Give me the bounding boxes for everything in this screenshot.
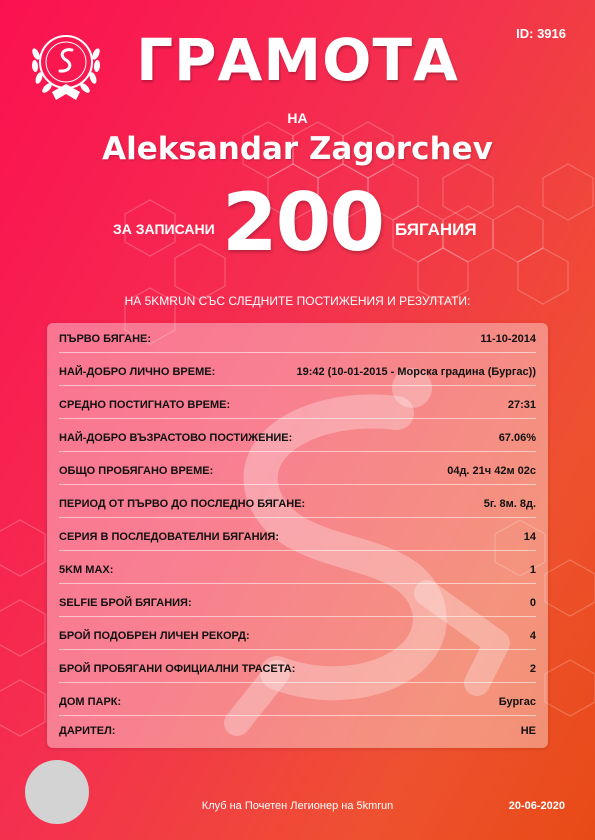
stat-value: 4 <box>529 629 536 642</box>
stat-label: СРЕДНО ПОСТИГНАТО ВРЕМЕ: <box>59 398 231 411</box>
stat-value: Бургас <box>498 695 536 708</box>
avatar <box>25 760 89 824</box>
recipient-name: Aleksandar Zagorchev <box>102 131 493 167</box>
stat-label: SELFIE БРОЙ БЯГАНИЯ: <box>59 596 192 609</box>
stat-row-pb-count <box>59 622 536 650</box>
preposition-label: НА <box>287 110 308 126</box>
stat-label: 5KM MAX: <box>59 563 114 576</box>
stat-row-average-time <box>59 391 536 419</box>
achievements-subtitle: НА 5KMRUN СЪС СЛЕДНИТЕ ПОСТИЖЕНИЯ И РЕЗУЛТАТИ: <box>124 294 471 308</box>
records-prefix: ЗА ЗАПИСАНИ <box>113 221 215 237</box>
stat-value: 5г. 8м. 8д. <box>483 497 536 510</box>
stat-row-donor <box>59 717 536 744</box>
stat-value: 11-10-2014 <box>480 332 536 345</box>
stat-value: НЕ <box>520 724 536 737</box>
certificate-id: ID: 3916 <box>516 26 566 41</box>
stat-row-official-courses <box>59 655 536 683</box>
stat-label: БРОЙ ПРОБЯГАНИ ОФИЦИАЛНИ ТРАСЕТА: <box>59 662 296 675</box>
records-count: 200 <box>222 176 383 269</box>
stats-panel <box>47 323 548 748</box>
stat-row-personal-best <box>59 358 536 386</box>
footer-date: 20-06-2020 <box>508 800 565 812</box>
stat-value: 04д. 21ч 42м 02с <box>447 464 536 477</box>
stat-row-period <box>59 490 536 518</box>
stat-label: СЕРИЯ В ПОСЛЕДОВАТЕЛНИ БЯГАНИЯ: <box>59 530 279 543</box>
stat-label: ДАРИТЕЛ: <box>59 724 116 737</box>
stat-value: 19:42 (10-01-2015 - Морска градина (Бургас)) <box>296 365 536 378</box>
stat-label: ОБЩО ПРОБЯГАНО ВРЕМЕ: <box>59 464 214 477</box>
stat-label: ПЕРИОД ОТ ПЪРВО ДО ПОСЛЕДНО БЯГАНЕ: <box>59 497 306 510</box>
footer-club-text: Клуб на Почетен Легионер на 5kmrun <box>201 800 394 812</box>
stat-value: 67.06% <box>498 431 536 444</box>
stat-row-first-run <box>59 325 536 353</box>
records-suffix: БЯГАНИЯ <box>395 220 477 239</box>
stat-value: 1 <box>529 563 536 576</box>
stat-label: БРОЙ ПОДОБРЕН ЛИЧЕН РЕКОРД: <box>59 629 250 642</box>
stat-label: НАЙ-ДОБРО ЛИЧНО ВРЕМЕ: <box>59 365 216 378</box>
stat-row-home-park <box>59 688 536 716</box>
stat-row-streak <box>59 523 536 551</box>
stat-row-total-time <box>59 457 536 485</box>
stat-label: НАЙ-ДОБРО ВЪЗРАСТОВО ПОСТИЖЕНИЕ: <box>59 431 293 444</box>
stat-row-selfie-runs <box>59 589 536 617</box>
stat-value: 0 <box>529 596 536 609</box>
stat-label: ПЪРВО БЯГАНЕ: <box>59 332 152 345</box>
stat-value: 27:31 <box>507 398 536 411</box>
stat-label: ДОМ ПАРК: <box>59 695 122 708</box>
certificate-title: ГРАМОТА <box>136 26 459 94</box>
stat-value: 2 <box>529 662 536 675</box>
stat-row-age-grade <box>59 424 536 452</box>
stat-row-5km-max <box>59 556 536 584</box>
stat-value: 14 <box>523 530 536 543</box>
